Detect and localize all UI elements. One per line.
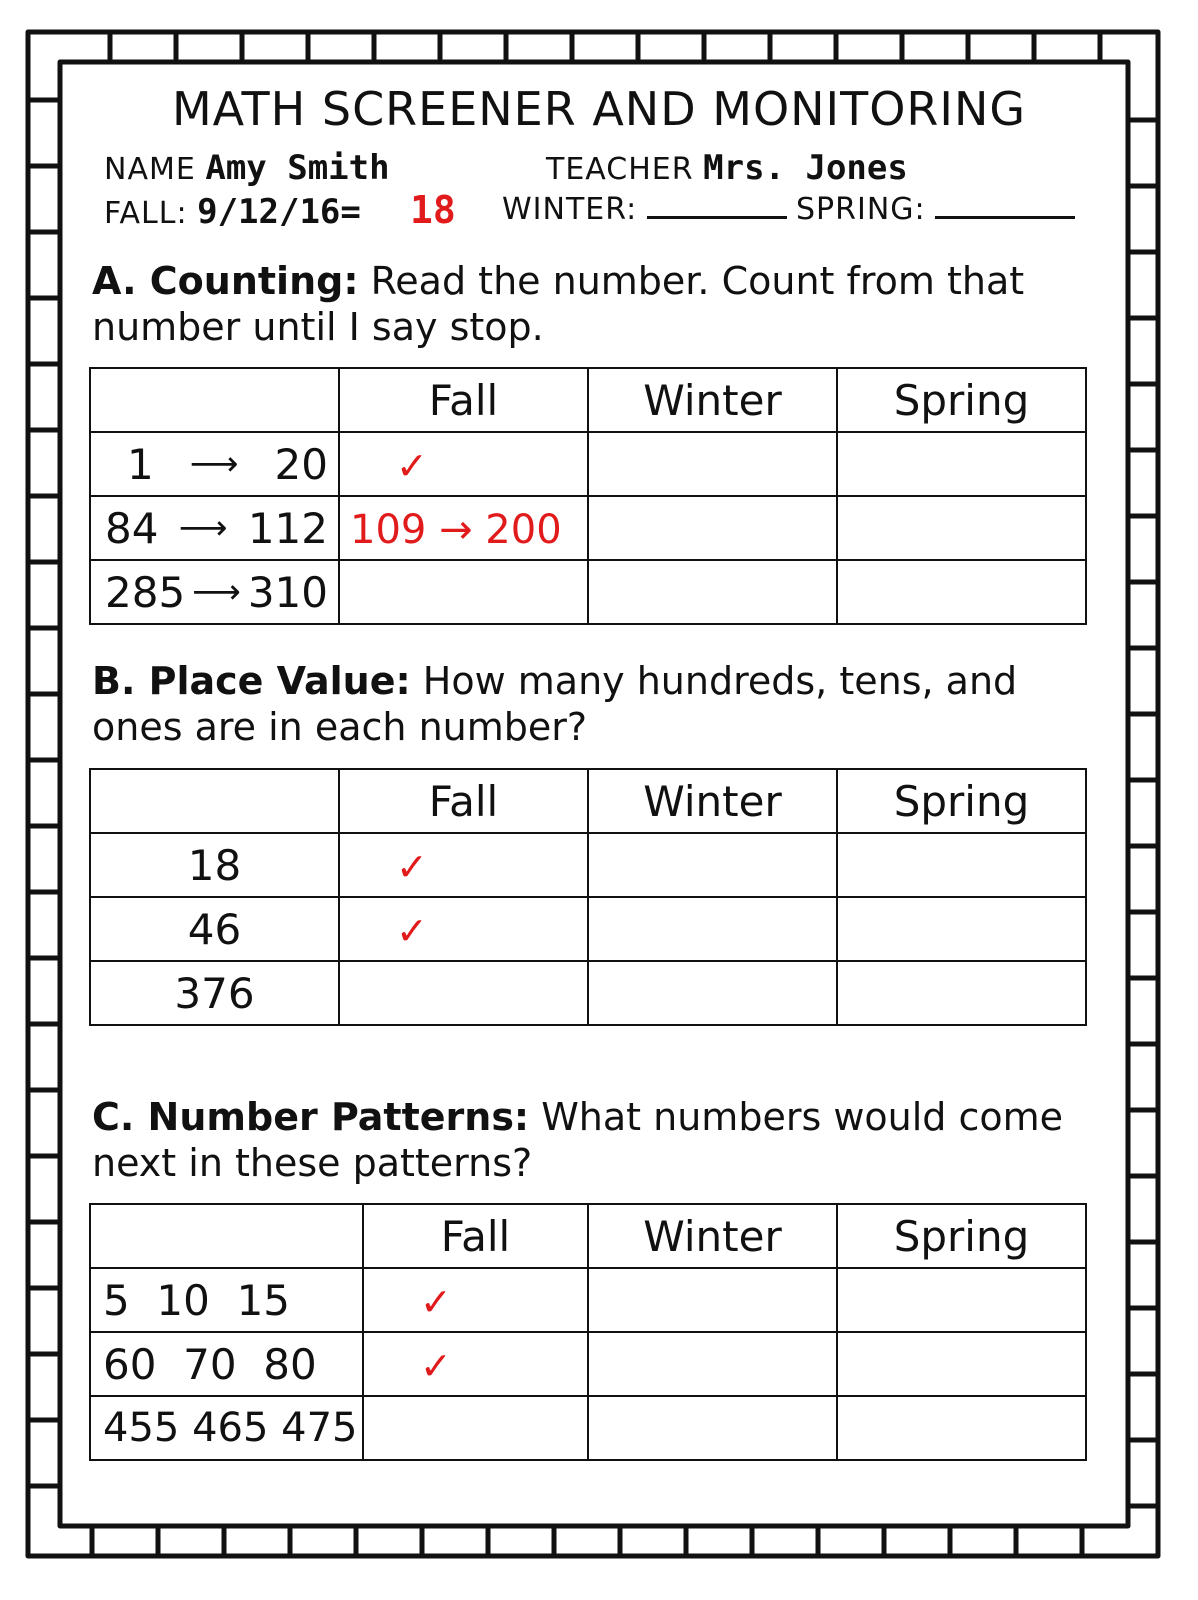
fall-cell[interactable] <box>363 1396 588 1460</box>
count-from: 1 <box>127 439 154 489</box>
name-field <box>104 148 390 188</box>
arrow-icon: ⟶ <box>189 444 239 484</box>
winter-blank[interactable] <box>647 215 787 219</box>
section-b-text: How many hundreds, tens, and ones are in each number? <box>92 659 1018 749</box>
checkmark-icon: ✓ <box>396 443 428 488</box>
checkmark-icon: ✓ <box>396 844 428 889</box>
corner-cell <box>90 1204 363 1268</box>
col-fall: Fall <box>339 769 588 833</box>
section-b-instructions <box>92 658 1112 750</box>
winter-label: WINTER: <box>502 192 638 227</box>
count-to: 112 <box>247 503 328 553</box>
place-value-item: 46 <box>90 897 339 961</box>
count-from: 285 <box>105 567 186 617</box>
winter-cell[interactable] <box>588 1332 837 1396</box>
fall-cell[interactable] <box>363 1332 588 1396</box>
section-c-heading: C. Number Patterns: <box>92 1095 530 1139</box>
corner-cell <box>90 769 339 833</box>
fall-field <box>104 192 361 232</box>
fall-cell[interactable] <box>339 897 588 961</box>
counting-item <box>90 496 339 560</box>
section-b-heading: B. Place Value: <box>92 659 411 703</box>
corner-cell <box>90 368 339 432</box>
section-c-instructions <box>92 1094 1112 1186</box>
col-fall: Fall <box>363 1204 588 1268</box>
spring-cell[interactable] <box>837 560 1086 624</box>
winter-cell[interactable] <box>588 961 837 1025</box>
place-value-item: 376 <box>90 961 339 1025</box>
col-winter: Winter <box>588 769 837 833</box>
spring-label: SPRING: <box>796 192 926 227</box>
place-value-table <box>89 768 1087 1026</box>
col-spring: Spring <box>837 368 1086 432</box>
checkmark-icon: ✓ <box>420 1343 452 1388</box>
winter-cell[interactable] <box>588 897 837 961</box>
spring-cell[interactable] <box>837 1396 1086 1460</box>
table-row <box>90 1396 1086 1460</box>
fall-label: FALL: <box>104 196 188 231</box>
section-a-instructions <box>92 258 1112 350</box>
name-value: Amy Smith <box>205 148 390 188</box>
counting-table <box>89 367 1087 625</box>
count-to: 310 <box>247 567 328 617</box>
section-a-heading: A. Counting: <box>92 259 359 303</box>
spring-cell[interactable] <box>837 1332 1086 1396</box>
table-row <box>90 1268 1086 1332</box>
fall-cell[interactable] <box>339 560 588 624</box>
table-header-row <box>90 368 1086 432</box>
count-from: 84 <box>105 503 159 553</box>
arrow-icon: ⟶ <box>178 508 228 548</box>
place-value-item: 18 <box>90 833 339 897</box>
fall-cell[interactable] <box>339 961 588 1025</box>
checkmark-icon: ✓ <box>396 908 428 953</box>
table-row <box>90 833 1086 897</box>
winter-cell[interactable] <box>588 833 837 897</box>
table-row <box>90 496 1086 560</box>
checkmark-icon: ✓ <box>420 1279 452 1324</box>
fall-cell[interactable] <box>363 1268 588 1332</box>
table-row <box>90 1332 1086 1396</box>
spring-cell[interactable] <box>837 496 1086 560</box>
spring-cell[interactable] <box>837 833 1086 897</box>
table-row <box>90 897 1086 961</box>
col-spring: Spring <box>837 1204 1086 1268</box>
col-winter: Winter <box>588 368 837 432</box>
pattern-item: 60 70 80 <box>90 1332 363 1396</box>
teacher-label: TEACHER <box>546 152 694 187</box>
patterns-table <box>89 1203 1087 1461</box>
section-a-text: Read the number. Count from that number until I say stop. <box>92 259 1025 349</box>
col-fall: Fall <box>339 368 588 432</box>
table-row <box>90 560 1086 624</box>
teacher-value: Mrs. Jones <box>703 148 908 188</box>
winter-cell[interactable] <box>588 1396 837 1460</box>
section-c-text: What numbers would come next in these patterns? <box>92 1095 1064 1185</box>
winter-cell[interactable] <box>588 560 837 624</box>
counting-item <box>90 560 339 624</box>
spring-cell[interactable] <box>837 432 1086 496</box>
table-header-row <box>90 1204 1086 1268</box>
fall-cell[interactable] <box>339 496 588 560</box>
fall-score: 18 <box>410 188 456 232</box>
teacher-field <box>546 148 908 188</box>
winter-cell[interactable] <box>588 496 837 560</box>
spring-blank[interactable] <box>935 215 1075 219</box>
pattern-item: 5 10 15 <box>90 1268 363 1332</box>
table-row <box>90 961 1086 1025</box>
counting-item <box>90 432 339 496</box>
winter-cell[interactable] <box>588 1268 837 1332</box>
fall-cell[interactable] <box>339 432 588 496</box>
pattern-item: 455 465 475 <box>90 1396 363 1460</box>
spring-field <box>796 192 1075 227</box>
winter-field <box>502 192 787 227</box>
spring-cell[interactable] <box>837 961 1086 1025</box>
count-to: 20 <box>274 439 328 489</box>
winter-cell[interactable] <box>588 432 837 496</box>
fall-cell[interactable] <box>339 833 588 897</box>
col-winter: Winter <box>588 1204 837 1268</box>
table-header-row <box>90 769 1086 833</box>
fall-response: 109 → 200 <box>350 506 562 553</box>
col-spring: Spring <box>837 769 1086 833</box>
page-title: MATH SCREENER AND MONITORING <box>171 82 1027 136</box>
spring-cell[interactable] <box>837 897 1086 961</box>
table-row <box>90 432 1086 496</box>
spring-cell[interactable] <box>837 1268 1086 1332</box>
name-label: NAME <box>104 152 196 187</box>
arrow-icon: ⟶ <box>192 572 241 612</box>
fall-date: 9/12/16= <box>197 192 361 232</box>
